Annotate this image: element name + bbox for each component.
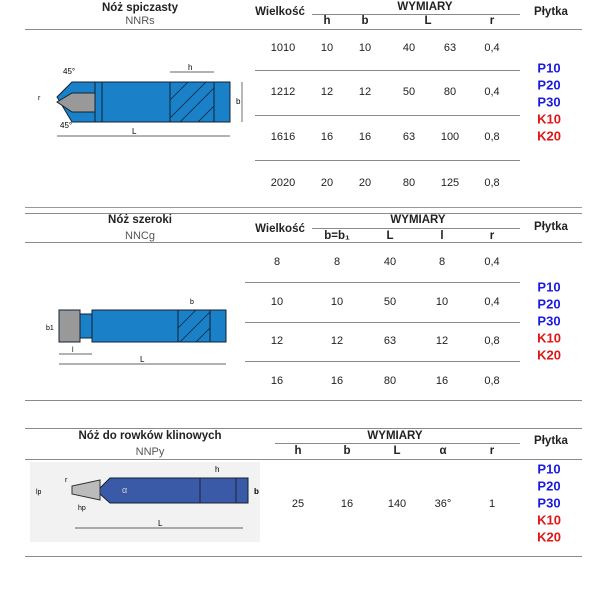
plytka-header: Płytka [534,221,568,233]
grade-p20: P20 [537,478,561,494]
svg-text:b: b [236,97,241,106]
table-cell: 80 [383,375,397,387]
table-cell: 0,4 [484,296,500,308]
code: NNPy [135,446,165,458]
svg-text:h: h [215,465,220,474]
code: NNRs [125,15,155,27]
col-L: L [424,15,432,27]
grade-p10: P10 [537,279,561,295]
table-cell: 0,8 [484,177,500,189]
col-b: b=b₁ [324,230,350,242]
title: Nóż szeroki [108,214,172,226]
col-r: r [489,15,495,27]
grade-k20: K20 [537,529,561,545]
title: Nóż do rowków klinowych [78,430,222,442]
svg-text:hp: hp [78,505,86,512]
table-cell: 8 [273,256,281,268]
table-cell: 20 [320,177,334,189]
grade-k10: K10 [537,330,561,346]
table-cell: 16 [320,131,334,143]
svg-text:l: l [72,347,74,354]
col-r: r [489,230,495,242]
svg-text:L: L [140,355,145,364]
table-cell: 0,4 [484,86,500,98]
table-cell: 16 [358,131,372,143]
table-cell: 1 [488,498,496,510]
table-cell: 16 [330,375,344,387]
table-cell: 100 [440,131,460,143]
column-header: b [343,445,351,457]
table-cell: 12 [358,86,372,98]
grade-k10: K10 [537,512,561,528]
table-cell: 1212 [270,86,296,98]
table-cell: 25 [291,498,305,510]
table-cell: 63 [383,335,397,347]
grade-p10: P10 [537,60,561,76]
table-cell: 16 [435,375,449,387]
code: NNCg [125,230,155,242]
col-h: h [323,15,331,27]
grade-p10: P10 [537,461,561,477]
table-cell: 10 [320,42,334,54]
svg-text:α: α [122,485,128,495]
table-cell: 20 [358,177,372,189]
col-l: l [440,230,444,242]
table-cell: 63 [443,42,457,54]
table-cell: 16 [340,498,354,510]
table-cell: 12 [330,335,344,347]
table-cell: 10 [435,296,449,308]
column-header: h [294,445,302,457]
wielkosc-header: Wielkość [255,223,305,235]
svg-text:45°: 45° [60,121,73,130]
table-cell: 50 [383,296,397,308]
wymiary-header: WYMIARY [397,1,453,13]
table-cell: 125 [440,177,460,189]
col-b: b [361,15,369,27]
svg-text:45°: 45° [63,67,76,76]
col-L: L [386,230,394,242]
table-cell: 50 [402,86,416,98]
table-cell: 36° [434,498,452,510]
table-cell: 10 [358,42,372,54]
table-cell: 10 [330,296,344,308]
table-cell: 40 [383,256,397,268]
plytka-header: Płytka [534,435,568,447]
table-cell: 10 [270,296,284,308]
plytka-header: Płytka [534,6,568,18]
table-cell: 16 [270,375,284,387]
wymiary-header: WYMIARY [390,214,446,226]
column-header: r [489,445,495,457]
table-cell: 1616 [270,131,296,143]
table-cell: 0,4 [484,256,500,268]
table-cell: 80 [443,86,457,98]
svg-text:b: b [190,299,194,306]
table-cell: 0,4 [484,42,500,54]
grade-k10: K10 [537,111,561,127]
table-cell: 63 [402,131,416,143]
table-cell: 8 [438,256,446,268]
grade-k20: K20 [537,347,561,363]
table-cell: 0,8 [484,335,500,347]
table-cell: 0,8 [484,375,500,387]
grade-p20: P20 [537,77,561,93]
table-cell: 12 [320,86,334,98]
column-header: α [439,445,447,457]
table-cell: 80 [402,177,416,189]
grade-p30: P30 [537,313,561,329]
nnrs-drawing [30,60,250,160]
svg-text:lp: lp [36,489,42,496]
grade-p30: P30 [537,495,561,511]
column-header: L [393,445,401,457]
nnpy-drawing [30,462,260,542]
table-cell: 1010 [270,42,296,54]
table-cell: 0,8 [484,131,500,143]
table-cell: 140 [387,498,407,510]
grade-k20: K20 [537,128,561,144]
table-cell: 8 [333,256,341,268]
label-L: L [132,127,137,136]
title: Nóż spiczasty [101,2,179,14]
wymiary-header: WYMIARY [367,430,423,442]
table-cell: 12 [270,335,284,347]
table-cell: 2020 [270,177,296,189]
svg-text:b1: b1 [46,325,54,332]
table-cell: 40 [402,42,416,54]
svg-text:h: h [188,63,193,72]
table-cell: 12 [435,335,449,347]
grade-p30: P30 [537,94,561,110]
svg-text:L: L [158,519,163,528]
grade-p20: P20 [537,296,561,312]
wielkosc-header: Wielkość [255,6,305,18]
svg-text:r: r [38,95,41,102]
svg-text:r: r [65,477,68,484]
nncg-drawing [30,270,250,370]
svg-text:b: b [254,487,259,496]
